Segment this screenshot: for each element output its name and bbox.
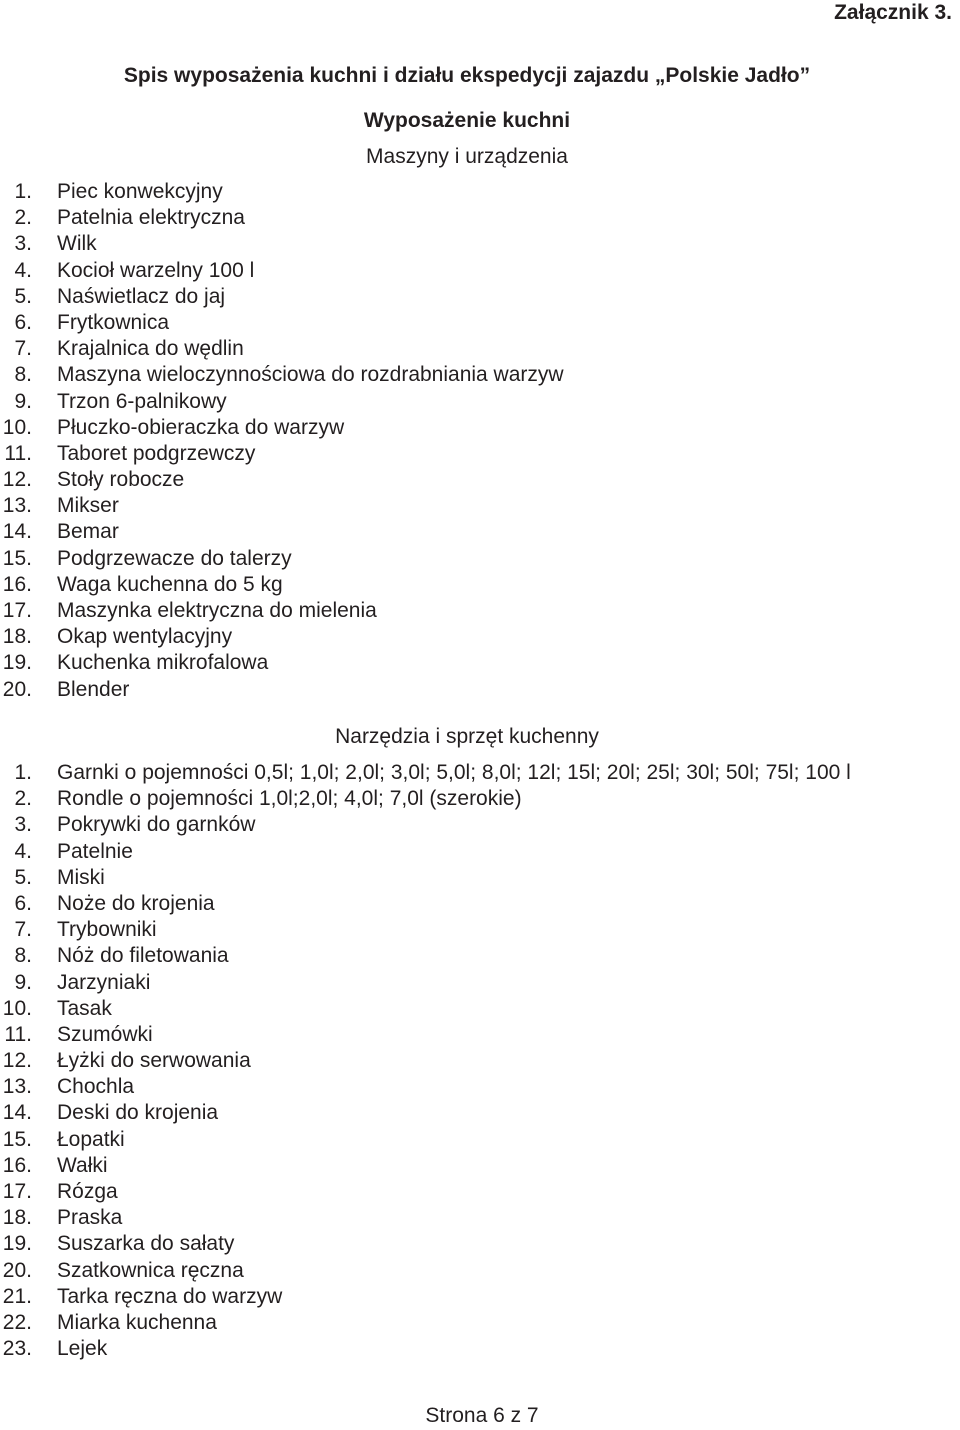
item-number: 2.: [14, 206, 32, 230]
item-number: 4.: [14, 258, 32, 282]
item-number: 12.: [2, 468, 32, 492]
list-item: [0, 917, 851, 943]
item-text: Patelnie: [57, 839, 133, 863]
item-number: 2.: [14, 787, 32, 811]
item-number: 13.: [2, 1075, 32, 1099]
item-text: Taboret podgrzewczy: [57, 441, 256, 465]
list-item: [0, 996, 851, 1022]
tools-heading: Narzędzia i sprzęt kuchenny: [335, 725, 599, 748]
list-item: [0, 839, 851, 865]
list-item: [0, 1100, 851, 1126]
item-text: Łyżki do serwowania: [57, 1049, 251, 1073]
list-item: [0, 415, 564, 441]
machines-list: [0, 179, 564, 703]
item-number: 15.: [2, 546, 32, 570]
item-text: Tarka ręczna do warzyw: [57, 1284, 283, 1308]
list-item: [0, 1153, 851, 1179]
list-item: [0, 650, 564, 676]
item-text: Maszynka elektryczna do mielenia: [57, 599, 377, 622]
list-item: [0, 362, 564, 388]
item-number: 15.: [2, 1127, 32, 1151]
item-number: 4.: [14, 839, 32, 863]
item-text: Trzon 6-palnikowy: [57, 389, 227, 413]
list-item: [0, 1336, 851, 1362]
item-number: 19.: [2, 651, 32, 675]
item-text: Wilk: [57, 232, 97, 256]
list-item: [0, 677, 564, 703]
list-item: [0, 310, 564, 336]
item-number: 3.: [14, 232, 32, 256]
list-item: [0, 441, 564, 467]
machines-heading: Maszyny i urządzenia: [366, 145, 568, 168]
item-text: Kocioł warzelny 100 l: [57, 258, 255, 282]
list-item: [0, 598, 564, 624]
item-text: Deski do krojenia: [57, 1101, 219, 1125]
list-item: [0, 1022, 851, 1048]
list-item: [0, 1048, 851, 1074]
list-item: [0, 1284, 851, 1310]
list-item: [0, 1074, 851, 1100]
item-text: Naświetlacz do jaj: [57, 284, 226, 308]
item-number: 7.: [14, 918, 32, 942]
list-item: [0, 179, 564, 205]
item-text: Stoły robocze: [57, 468, 185, 492]
item-number: 7.: [14, 337, 32, 361]
item-text: Rondle o pojemności 1,0l;2,0l; 4,0l; 7,0l (szerokie): [57, 787, 522, 811]
item-number: 23.: [2, 1337, 32, 1361]
item-number: 17.: [2, 1180, 32, 1203]
item-text: Trybowniki: [57, 918, 157, 942]
item-number: 8.: [14, 944, 32, 968]
item-text: Podgrzewacze do talerzy: [57, 546, 292, 570]
item-number: 5.: [14, 284, 32, 308]
list-item: [0, 231, 564, 257]
list-item: [0, 1127, 851, 1153]
list-item: [0, 389, 564, 415]
list-item: [0, 205, 564, 231]
page-number: Strona 6 z 7: [425, 1404, 539, 1427]
item-number: 6.: [14, 891, 32, 915]
item-text: Kuchenka mikrofalowa: [57, 651, 269, 675]
item-text: Chochla: [57, 1075, 135, 1099]
list-item: [0, 1231, 851, 1257]
annex-label: Załącznik 3.: [834, 1, 952, 24]
list-item: [0, 546, 564, 572]
item-number: 20.: [2, 1258, 32, 1282]
item-text: Frytkownica: [57, 310, 170, 334]
item-number: 22.: [2, 1310, 32, 1334]
item-text: Maszyna wieloczynnościowa do rozdrabniania warzyw: [57, 363, 564, 387]
item-text: Noże do krojenia: [57, 891, 215, 915]
list-item: [0, 865, 851, 891]
item-text: Krajalnica do wędlin: [57, 337, 244, 361]
item-text: Praska: [57, 1206, 123, 1230]
list-item: [0, 467, 564, 493]
list-item: [0, 1179, 851, 1205]
item-number: 21.: [2, 1284, 32, 1308]
section-title: Wyposażenie kuchni: [363, 109, 571, 132]
item-text: Szumówki: [57, 1022, 153, 1046]
item-text: Łopatki: [57, 1127, 125, 1151]
item-number: 12.: [2, 1049, 32, 1073]
item-number: 18.: [2, 625, 32, 649]
list-item: [0, 284, 564, 310]
item-number: 20.: [2, 677, 32, 701]
list-item: [0, 519, 564, 545]
item-number: 9.: [14, 970, 32, 994]
item-text: Suszarka do sałaty: [57, 1232, 235, 1256]
item-text: Jarzyniaki: [57, 970, 151, 994]
item-number: 16.: [2, 1153, 32, 1177]
item-text: Okap wentylacyjny: [57, 625, 233, 649]
item-number: 14.: [2, 520, 32, 544]
item-text: Blender: [57, 677, 130, 701]
item-number: 9.: [14, 389, 32, 413]
item-text: Tasak: [57, 996, 112, 1020]
item-number: 16.: [2, 572, 32, 596]
item-number: 6.: [14, 310, 32, 334]
list-item: [0, 258, 564, 284]
item-number: 11.: [4, 441, 32, 465]
item-number: 17.: [2, 599, 32, 622]
item-text: Pokrywki do garnków: [57, 813, 256, 837]
list-item: [0, 1258, 851, 1284]
item-number: 19.: [2, 1232, 32, 1256]
item-text: Wałki: [57, 1153, 108, 1177]
item-number: 14.: [2, 1101, 32, 1125]
item-number: 1.: [14, 761, 32, 784]
item-number: 18.: [2, 1206, 32, 1230]
item-text: Lejek: [57, 1337, 108, 1361]
item-text: Mikser: [57, 494, 119, 518]
item-text: Nóż do filetowania: [57, 944, 229, 968]
list-item: [0, 760, 851, 786]
item-number: 5.: [14, 865, 32, 889]
item-text: Patelnia elektryczna: [57, 206, 245, 230]
tools-list: [0, 760, 851, 1362]
item-text: Płuczko-obieraczka do warzyw: [57, 415, 345, 439]
list-item: [0, 891, 851, 917]
list-item: [0, 493, 564, 519]
document-title: Spis wyposażenia kuchni i działu ekspedycji zajazdu „Polskie Jadło”: [123, 64, 811, 87]
item-text: Piec konwekcyjny: [57, 180, 223, 203]
list-item: [0, 943, 851, 969]
item-text: Szatkownica ręczna: [57, 1258, 244, 1282]
list-item: [0, 1205, 851, 1231]
item-text: Waga kuchenna do 5 kg: [57, 572, 283, 596]
list-item: [0, 572, 564, 598]
item-number: 3.: [14, 813, 32, 837]
list-item: [0, 970, 851, 996]
item-number: 10.: [2, 996, 32, 1020]
list-item: [0, 624, 564, 650]
list-item: [0, 812, 851, 838]
list-item: [0, 1310, 851, 1336]
item-text: Miski: [57, 865, 105, 889]
item-text: Rózga: [57, 1180, 118, 1203]
item-number: 11.: [4, 1022, 32, 1046]
item-text: Bemar: [57, 520, 119, 544]
item-number: 8.: [14, 363, 32, 387]
list-item: [0, 786, 851, 812]
item-text: Miarka kuchenna: [57, 1310, 217, 1334]
item-text: Garnki o pojemności 0,5l; 1,0l; 2,0l; 3,0l; 5,0l; 8,0l; 12l; 15l; 20l; 25l; 30l; 50l; 75l; 100 l: [57, 761, 851, 784]
item-number: 1.: [14, 180, 32, 203]
item-number: 13.: [2, 494, 32, 518]
list-item: [0, 336, 564, 362]
item-number: 10.: [2, 415, 32, 439]
